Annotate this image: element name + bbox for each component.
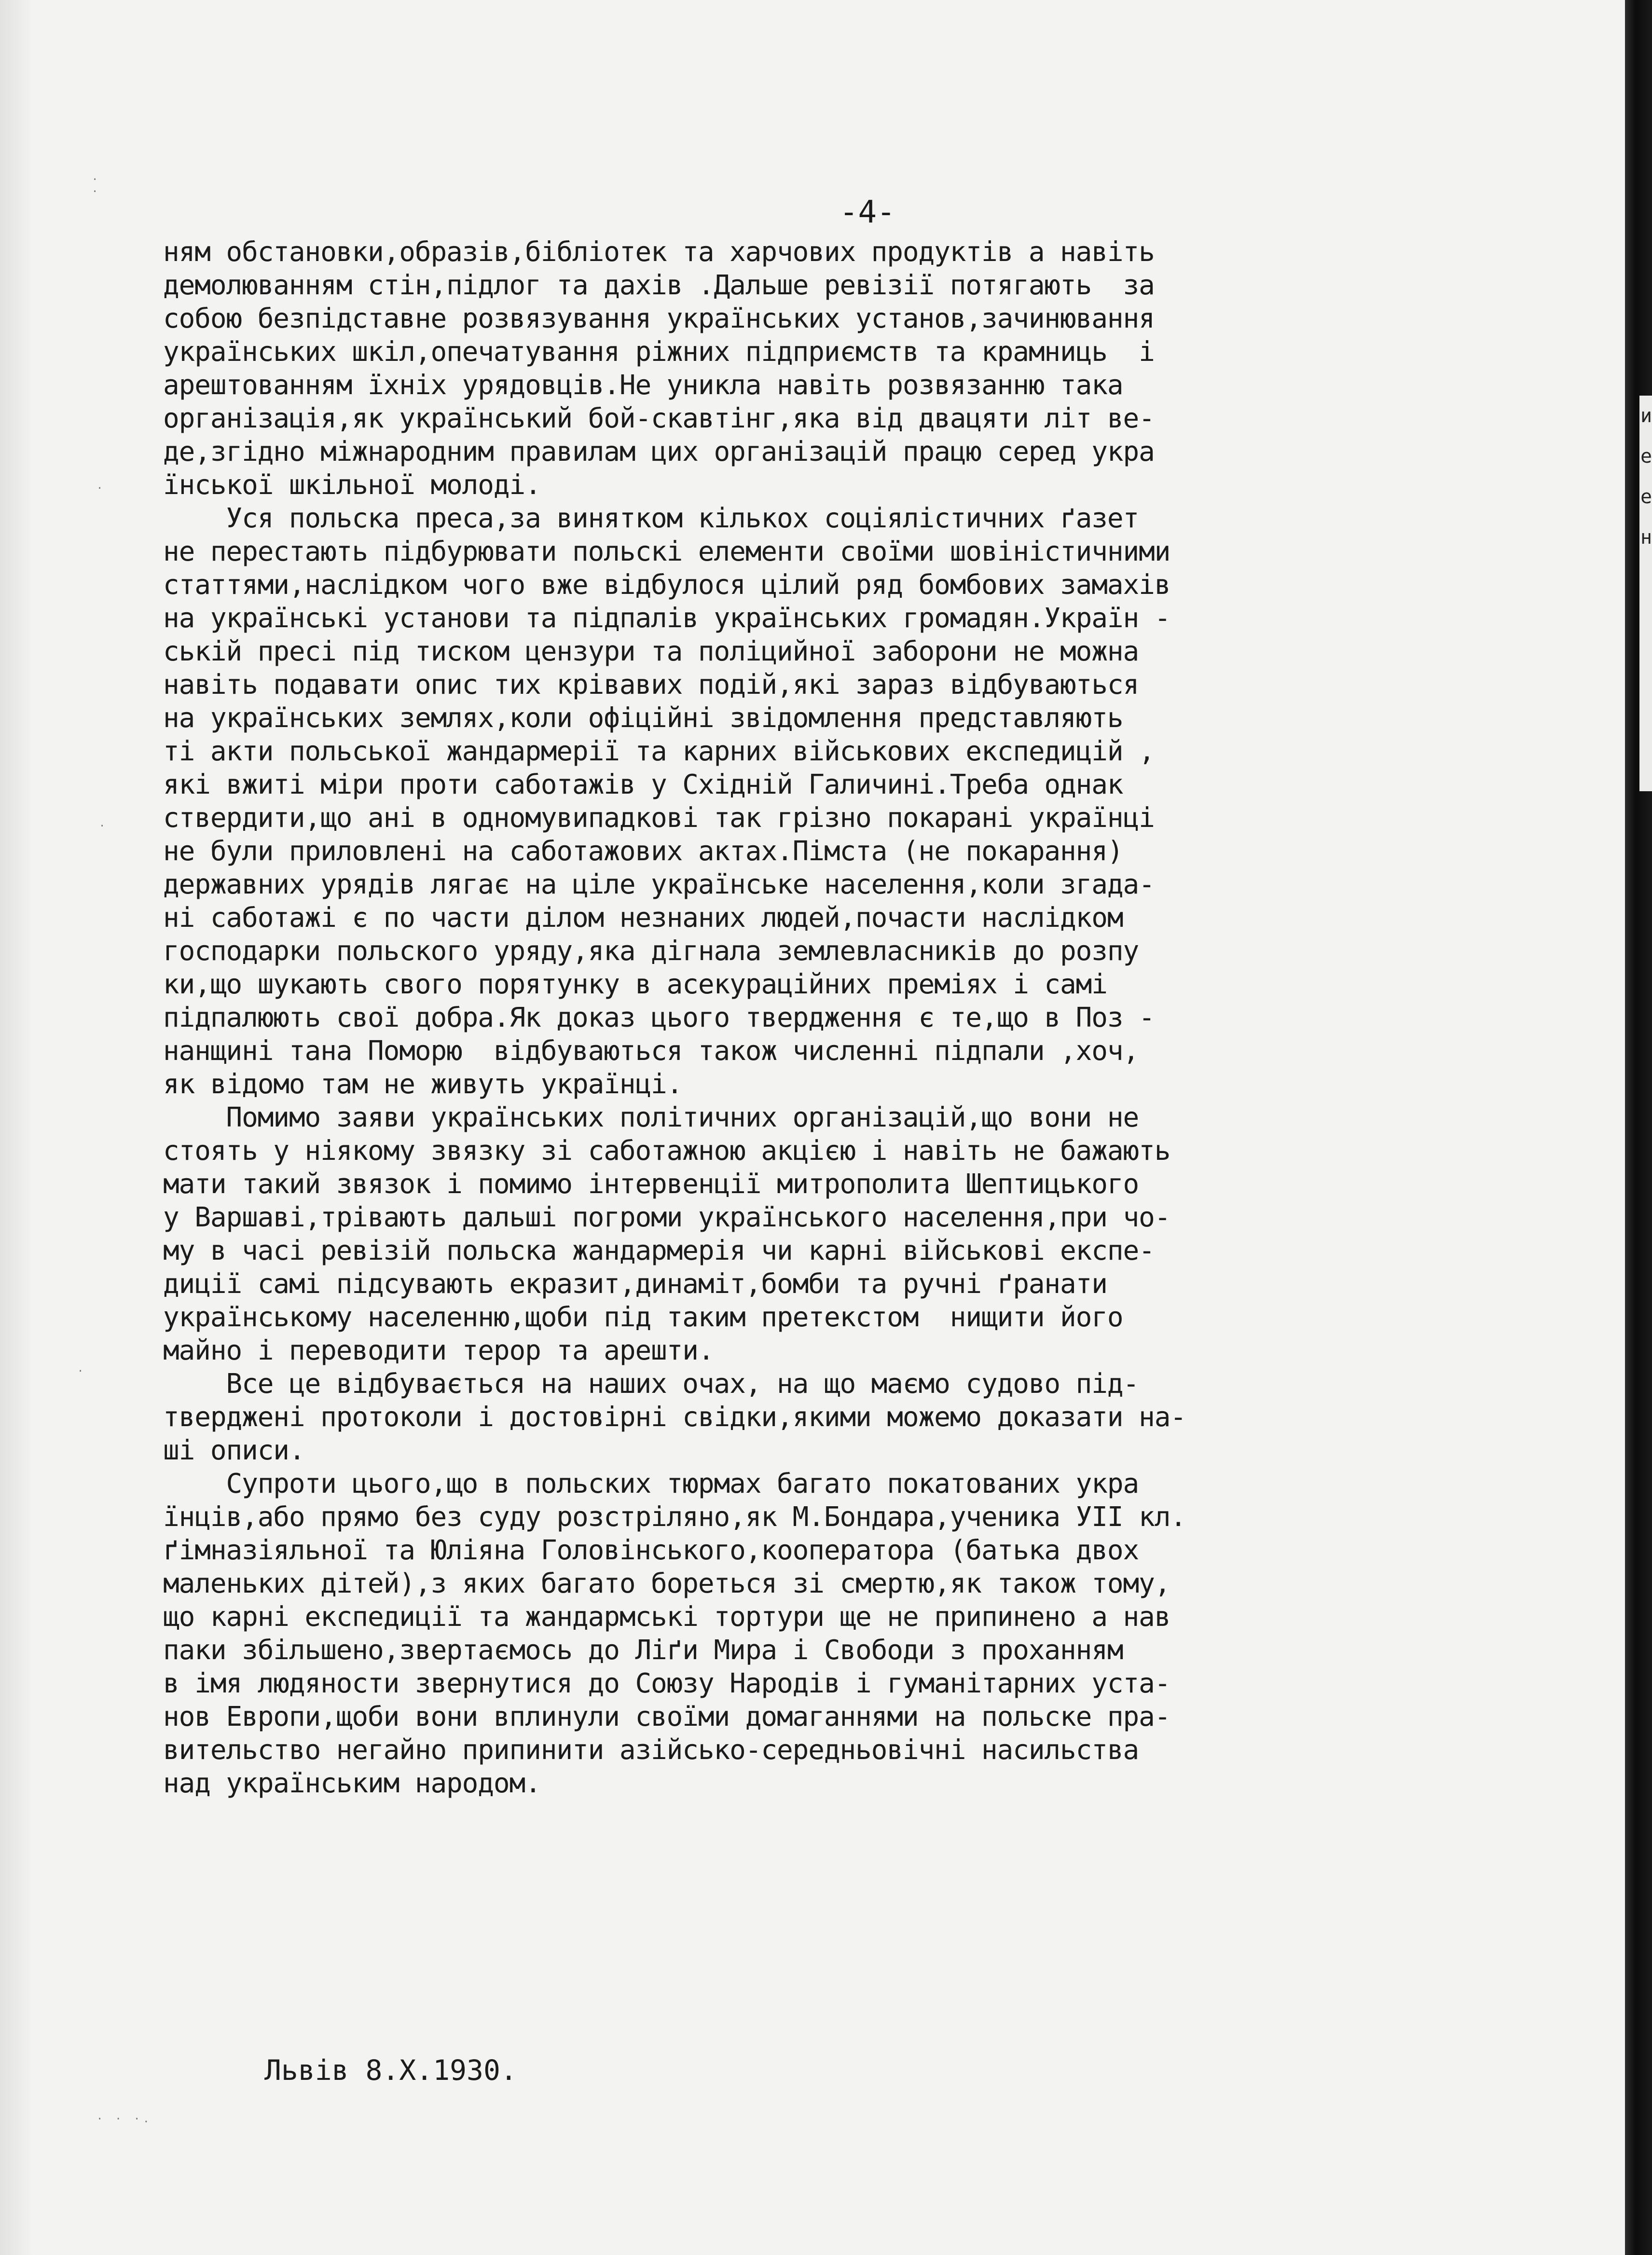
text-line: їнської шкільної молоді. — [163, 469, 541, 501]
text-line: Помимо заяви українських політичних організацій,що вони не — [163, 1102, 1139, 1133]
margin-fragment: и — [1640, 405, 1652, 427]
text-line: маленьких дітей),з яких багато бореться зі смертю,як також тому, — [163, 1568, 1170, 1599]
text-line: статтями,наслідком чого вже відбулося цілий ряд бомбових замахів — [163, 569, 1170, 601]
text-line: ші описи. — [163, 1435, 305, 1466]
text-line: мати такий звязок і помимо інтервенції митрополита Шептицького — [163, 1169, 1139, 1200]
text-line: нанщині тана Поморю відбуваються також численні підпали ,хоч, — [163, 1035, 1139, 1067]
text-line: в імя людяности звернутися до Союзу Народів і гуманітарних уста- — [163, 1668, 1170, 1699]
text-line: що карні експедиції та жандармські тортури ще не припинено а нав — [163, 1601, 1170, 1633]
text-line: українському населенню,щоби під таким претекстом нищити його — [163, 1302, 1123, 1333]
margin-speckle: · — [99, 820, 109, 832]
text-line: господарки польского уряду,яка дігнала землевласників до розпу — [163, 935, 1139, 967]
text-line: організація,як український бой-скавтінг,яка від двацяти літ ве- — [163, 403, 1155, 434]
text-line: майно і переводити терор та арешти. — [163, 1335, 714, 1366]
text-line: які вжиті міри проти саботажів у Східній Галичині.Треба однак — [163, 769, 1123, 800]
margin-fragment: е — [1640, 445, 1652, 468]
text-line: нов Европи,щоби вони вплинули своїми домаганнями на польске пра- — [163, 1701, 1170, 1732]
text-line: ґімназіяльної та Юліяна Головінського,кооператора (батька двох — [163, 1535, 1139, 1566]
text-line: де,згідно міжнародним правилам цих організацій працю серед укра — [163, 436, 1155, 468]
text-line: Уся польска преса,за винятком кількох соціялістичних ґазет — [163, 503, 1139, 534]
text-line: не були приловлені на саботажових актах.Пімста (не покарання) — [163, 836, 1123, 867]
text-line: ті акти польської жандармерії та карних військових експедицій , — [163, 736, 1155, 767]
text-line: арештованням їхніх урядовців.Не уникла навіть розвязанню така — [163, 370, 1123, 401]
text-line: диції самі підсувають екразит,динаміт,бомби та ручні ґранати — [163, 1268, 1107, 1300]
text-line: українських шкіл,опечатування ріжних підприємств та крамниць і — [163, 336, 1155, 368]
text-line: державних урядів лягає на ціле українське населення,коли згада- — [163, 869, 1155, 900]
text-line: у Варшаві,трівають дальші погроми українського населення,при чо- — [163, 1202, 1170, 1233]
text-line: на українських землях,коли офіційні звідомлення представляють — [163, 702, 1123, 734]
margin-fragment: н — [1640, 526, 1652, 549]
text-line: ки,що шукають свого порятунку в асекураційних преміях і самі — [163, 969, 1107, 1000]
place-date-line: Львів 8.X.1930. — [264, 2054, 517, 2087]
left-page-shadow — [0, 0, 34, 2255]
text-line: тверджені протоколи і достовірні свідки,якими можемо доказати на- — [163, 1402, 1186, 1433]
adjacent-page-fragment — [1639, 396, 1652, 791]
page-number: -4- — [840, 194, 895, 230]
text-line: собою безпідставне розвязування українських установ,зачинювання — [163, 303, 1155, 334]
text-line: демолюванням стін,підлог та дахів .Дальше ревізії потягають за — [163, 270, 1155, 301]
margin-speckle: · · — [92, 174, 101, 198]
text-line: му в часі ревізій польска жандармерія чи карні військові експе- — [163, 1235, 1155, 1266]
text-line: не перестають підбурювати польскі елементи своїми шовіністичними — [163, 536, 1170, 567]
text-line: навіть подавати опис тих крівавих подій,які зараз відбуваються — [163, 669, 1139, 701]
text-line: Супроти цього,що в польских тюрмах багато покатованих укра — [163, 1468, 1139, 1499]
text-line: підпалюють свої добра.Як доказ цього твердження є те,що в Поз - — [163, 1002, 1155, 1033]
text-line: вительство негайно припинити азійсько-середньовічні насильства — [163, 1734, 1139, 1766]
text-line: ствердити,що ані в одномувипадкові так грізно покарані українці — [163, 802, 1155, 834]
text-line: паки збільшено,звертаємось до Ліґи Мира і Свободи з проханням — [163, 1635, 1123, 1666]
text-line: ні саботажі є по части ділом незнаних людей,почасти наслідком — [163, 902, 1123, 934]
margin-speckle: · — [96, 482, 106, 495]
document-body — [163, 235, 1582, 1800]
text-line: як відомо там не живуть українці. — [163, 1069, 683, 1100]
text-line: на українські установи та підпалів українських громадян.Україн - — [163, 603, 1170, 634]
adjacent-page-edge — [1625, 0, 1652, 2255]
margin-speckle: · — [77, 1365, 87, 1377]
text-line: Все це відбувається на наших очах, на що маємо судово під- — [163, 1368, 1139, 1400]
text-line: стоять у ніякому звязку зі саботажною акцією і навіть не бажають — [163, 1135, 1170, 1167]
text-line: їнців,або прямо без суду розстріляно,як М.Бондара,ученика УІІ кл. — [163, 1501, 1186, 1533]
text-line: ській пресі під тиском цензури та поліцийної заборони не можна — [163, 636, 1139, 667]
margin-speckle: · · ·. — [96, 2113, 152, 2125]
margin-fragment: е — [1640, 486, 1652, 508]
text-line: над українським народом. — [163, 1768, 541, 1799]
text-line: ням обстановки,образів,бібліотек та харчових продуктів а навіть — [163, 236, 1155, 268]
